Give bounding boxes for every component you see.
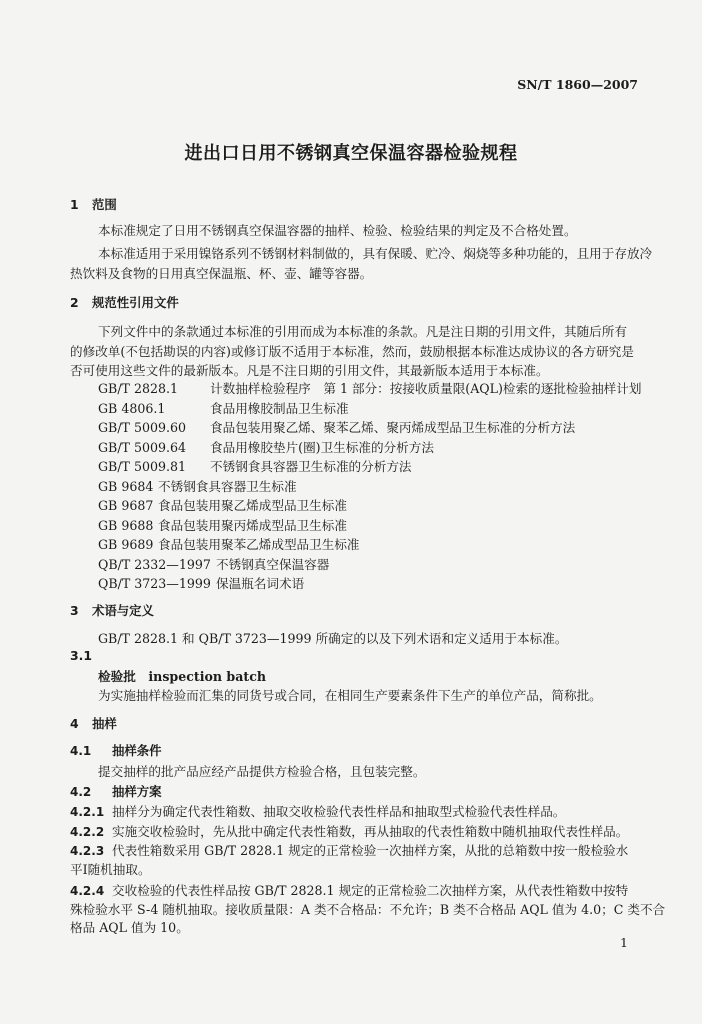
reference-item: GB/T 2828.1 计数抽样检验程序 第 1 部分：按接收质量限(AQL)检索的逐批检验抽样计划 [98, 381, 642, 396]
section-1-heading: 1 范围 [70, 197, 117, 212]
term-inspection-batch: 检验批 inspection batch [98, 669, 267, 684]
standard-number: SN/T 1860—2007 [517, 77, 638, 92]
section-4-heading: 4 抽样 [70, 716, 117, 731]
subsection-4-2-heading: 4.2 抽样方案 [70, 784, 162, 799]
section-1-paragraph-2-line-2: 热饮料及食物的日用真空保温瓶、杯、壶、罐等容器。 [70, 266, 373, 281]
clause-4-2-1: 4.2.1 抽样分为确定代表性箱数、抽取交收检验代表性样品和抽取型式检验代表性样品。 [70, 804, 566, 819]
section-2-paragraph-line-1: 下列文件中的条款通过本标准的引用而成为本标准的条款。凡是注日期的引用文件，其随后所有 [98, 324, 627, 339]
reference-item: GB 9688 食品包装用聚丙烯成型品卫生标准 [98, 518, 347, 533]
section-3-paragraph: GB/T 2828.1 和 QB/T 3723—1999 所确定的以及下列术语和定义适用于本标准。 [98, 631, 568, 646]
subsection-4-1-heading: 4.1 抽样条件 [70, 743, 162, 758]
subsection-3-1-number: 3.1 [70, 648, 92, 663]
reference-item: GB 9687 食品包装用聚乙烯成型品卫生标准 [98, 498, 347, 513]
page-number: 1 [620, 935, 628, 950]
section-2-heading: 2 规范性引用文件 [70, 295, 179, 310]
reference-item: QB/T 2332—1997 不锈钢真空保温容器 [98, 557, 330, 572]
clause-4-2-3-line-1: 4.2.3 代表性箱数采用 GB/T 2828.1 规定的正常检验一次抽样方案，从批的总箱数中按一般检验水 [70, 843, 629, 858]
reference-item: GB/T 5009.81 不锈钢食具容器卫生标准的分析方法 [98, 459, 412, 474]
section-2-paragraph-line-2: 的修改单(不包括勘误的内容)或修订版不适用于本标准，然而，鼓励根据本标准达成协议的各方研究是 [70, 344, 634, 359]
reference-item: QB/T 3723—1999 保温瓶名词术语 [98, 576, 305, 591]
clause-4-2-4-line-2: 殊检验水平 S-4 随机抽取。接收质量限：A 类不合格品：不允许；B 类不合格品 AQL 值为 4.0；C 类不合 [70, 902, 666, 917]
document-title: 进出口日用不锈钢真空保温容器检验规程 [184, 143, 518, 164]
section-3-heading: 3 术语与定义 [70, 603, 154, 618]
section-1-paragraph-1: 本标准规定了日用不锈钢真空保温容器的抽样、检验、检验结果的判定及不合格处置。 [98, 223, 577, 238]
clause-4-2-4-line-3: 格品 AQL 值为 10。 [70, 920, 189, 935]
subsection-4-1-text: 提交抽样的批产品应经产品提供方检验合格，且包装完整。 [98, 764, 426, 779]
reference-item: GB 9689 食品包装用聚苯乙烯成型品卫生标准 [98, 537, 360, 552]
clause-4-2-4-line-1: 4.2.4 交收检验的代表性样品按 GB/T 2828.1 规定的正常检验二次抽样方案，从代表性箱数中按特 [70, 883, 629, 898]
section-2-paragraph-line-3: 否可使用这些文件的最新版本。凡是不注日期的引用文件，其最新版本适用于本标准。 [70, 363, 549, 378]
reference-item: GB/T 5009.60 食品包装用聚乙烯、聚苯乙烯、聚丙烯成型品卫生标准的分析方法 [98, 420, 576, 435]
clause-4-2-3-line-2: 平Ⅰ随机抽取。 [70, 862, 151, 877]
term-definition: 为实施抽样检验而汇集的同货号或合同，在相同生产要素条件下生产的单位产品，简称批。 [98, 688, 602, 703]
reference-item: GB 4806.1 食品用橡胶制品卫生标准 [98, 401, 349, 416]
reference-item: GB/T 5009.64 食品用橡胶垫片(圈)卫生标准的分析方法 [98, 440, 434, 455]
section-1-paragraph-2-line-1: 本标准适用于采用镍铬系列不锈钢材料制做的，具有保暖、贮冷、焖烧等多种功能的，且用于存放冷 [98, 246, 653, 261]
reference-item: GB 9684 不锈钢食具容器卫生标准 [98, 479, 297, 494]
clause-4-2-2: 4.2.2 实施交收检验时，先从批中确定代表性箱数，再从抽取的代表性箱数中随机抽取代表性样品。 [70, 824, 629, 839]
